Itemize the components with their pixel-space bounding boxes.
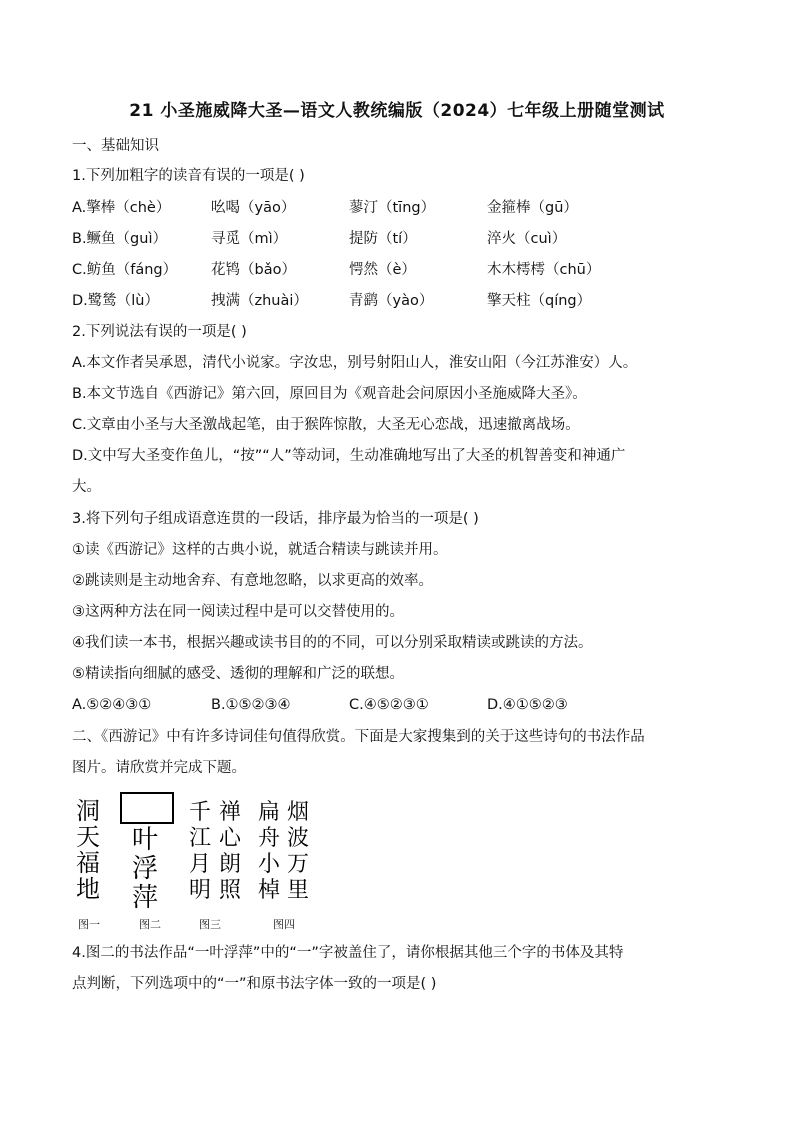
q1-option-c-2: 花鸨（bǎo）	[211, 262, 296, 278]
figure-2-char: 萍	[131, 883, 158, 913]
q1-option-a-3: 蓼汀（tīng）	[349, 200, 436, 216]
q3-option-c: C.④⑤②③①	[349, 697, 429, 713]
figure-1-char: 福	[76, 849, 100, 877]
figure-2-char: 叶	[131, 825, 158, 855]
figure-1-column	[72, 798, 104, 902]
figure-3-column-right	[214, 800, 246, 904]
section-heading-basics: 一、基础知识	[72, 138, 159, 154]
figure-1-char: 地	[76, 875, 100, 903]
figure-4-char: 舟	[257, 826, 280, 851]
figure-4-column-left	[253, 800, 285, 904]
figure-1-char: 天	[76, 823, 100, 851]
figure-4-char: 里	[286, 878, 309, 903]
q3-sentence-2: ②跳读则是主动地舍弃、有意地忽略，以求更高的效率。	[72, 573, 433, 589]
figure-3-caption: 图三	[199, 918, 221, 931]
q1-option-c-4: 木木樗樗（chū）	[487, 262, 601, 278]
figure-2-column	[129, 826, 161, 913]
figure-4-char: 小	[257, 852, 280, 877]
figure-1-caption: 图一	[78, 918, 100, 931]
figure-3-char: 照	[218, 878, 241, 903]
figure-4-column-right	[282, 800, 314, 904]
figure-4-char: 烟	[286, 800, 309, 825]
figure-4-char: 扁	[257, 800, 280, 825]
q3-sentence-4: ④我们读一本书，根据兴趣或读书目的的不同，可以分别采取精读或跳读的方法。	[72, 635, 593, 651]
q2-option-b: B.本文节选自《西游记》第六回，原回目为《观音赴会问原因小圣施威降大圣》。	[72, 386, 587, 402]
q3-sentence-1: ①读《西游记》这样的古典小说，就适合精读与跳读并用。	[72, 542, 448, 558]
page-title: 21 小圣施威降大圣—语文人教统编版（2024）七年级上册随堂测试	[129, 101, 665, 121]
question-4-line1: 4.图二的书法作品“一叶浮萍”中的“一”字被盖住了，请你根据其他三个字的书体及其特	[72, 945, 624, 961]
q1-option-a-2: 吆喝（yāo）	[211, 200, 296, 216]
q2-option-c: C.文章由小圣与大圣激战起笔，由于猴阵惊散，大圣无心恋战，迅速撤离战场。	[72, 417, 580, 433]
figure-3-char: 月	[188, 852, 211, 877]
figure-4-caption: 图四	[273, 918, 295, 931]
q3-sentence-3: ③这两种方法在同一阅读过程中是可以交替使用的。	[72, 604, 404, 620]
figure-3-char: 江	[188, 826, 211, 851]
q1-option-c-3: 愕然（è）	[349, 262, 416, 278]
q1-option-d-2: 拽满（zhuài）	[211, 293, 308, 309]
figure-2-char: 浮	[131, 854, 158, 884]
q1-option-b-2: 寻觅（mì）	[211, 231, 288, 247]
section-2-heading-line2: 图片。请欣赏并完成下题。	[72, 760, 246, 776]
figure-1-char: 洞	[76, 797, 100, 825]
q1-option-b-4: 淬火（cuì）	[487, 231, 567, 247]
q3-option-a: A.⑤②④③①	[72, 697, 152, 713]
q1-option-a-1: A.擎棒（chè）	[72, 200, 171, 216]
q2-option-a: A.本文作者吴承恩，清代小说家。字汝忠，别号射阳山人，淮安山阳（今江苏淮安）人。	[72, 355, 638, 371]
q1-option-c-1: C.鲂鱼（fáng）	[72, 262, 178, 278]
figure-3-char: 明	[188, 878, 211, 903]
figure-4-char: 万	[286, 852, 309, 877]
figure-3-column-left	[184, 800, 216, 904]
q1-option-b-1: B.鳜鱼（guì）	[72, 231, 167, 247]
q3-option-b: B.①⑤②③④	[211, 697, 291, 713]
figure-4-char: 棹	[257, 878, 280, 903]
q1-option-d-4: 擎天柱（qíng）	[487, 293, 592, 309]
q2-option-d-line2: 大。	[72, 479, 101, 495]
q1-option-b-3: 提防（tí）	[349, 231, 417, 247]
figure-3-char: 心	[218, 826, 241, 851]
q1-option-a-4: 金箍棒（gū）	[487, 200, 578, 216]
figure-2-caption: 图二	[139, 918, 161, 931]
q3-option-d: D.④①⑤②③	[487, 697, 568, 713]
figure-4-char: 波	[286, 826, 309, 851]
question-3-stem: 3.将下列句子组成语意连贯的一段话，排序最为恰当的一项是( )	[72, 511, 479, 527]
question-1-stem: 1.下列加粗字的读音有误的一项是( )	[72, 168, 305, 184]
figure-3-char: 禅	[218, 800, 241, 825]
figure-3-char: 朗	[218, 852, 241, 877]
question-2-stem: 2.下列说法有误的一项是( )	[72, 324, 247, 340]
q1-option-d-3: 青鹞（yào）	[349, 293, 434, 309]
q1-option-d-1: D.鹭鸶（lù）	[72, 293, 159, 309]
section-2-heading-line1: 二、《西游记》中有许多诗词佳句值得欣赏。下面是大家搜集到的关于这些诗句的书法作品	[72, 729, 645, 745]
question-4-line2: 点判断，下列选项中的“一”和原书法字体一致的一项是( )	[72, 976, 437, 992]
figure-2-covered-character-box	[120, 792, 174, 824]
figure-3-char: 千	[188, 800, 211, 825]
q2-option-d-line1: D.文中写大圣变作鱼儿，“按”“人”等动词，生动准确地写出了大圣的机智善变和神通广	[72, 448, 626, 464]
q3-sentence-5: ⑤精读指向细腻的感受、透彻的理解和广泛的联想。	[72, 666, 404, 682]
